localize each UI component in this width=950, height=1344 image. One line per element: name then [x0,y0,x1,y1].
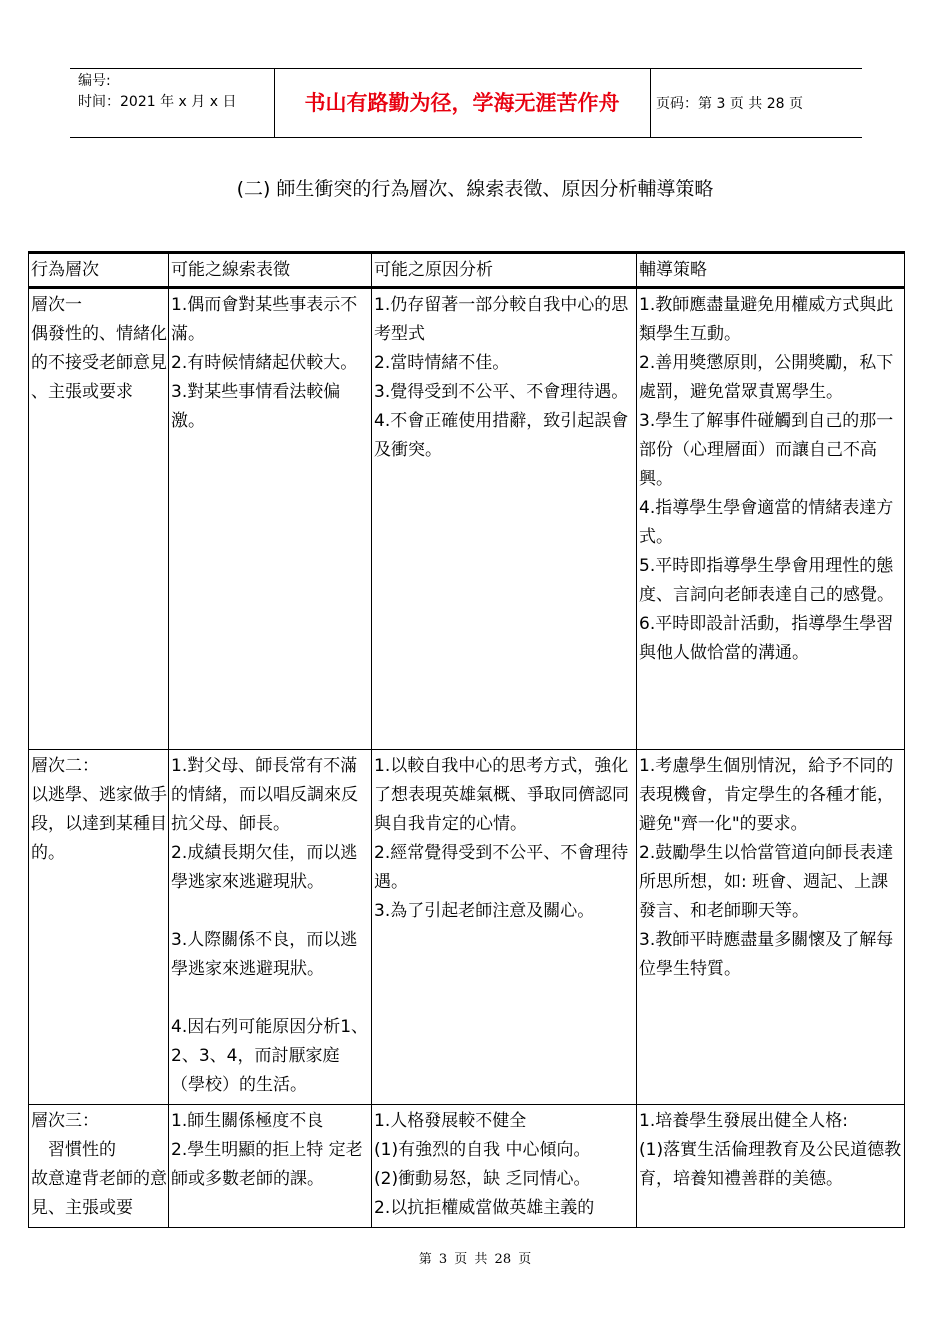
cell-line: 3.為了引起老師注意及關心。 [374,901,595,921]
cell-line: 層次一 [31,295,82,315]
cell-line: 1.仍存留著一部分較自我中心的思考型式 [374,295,629,344]
cell-line: 1.考慮學生個別情況，給予不同的表現機會，肯定學生的各種才能，避免"齊一化"的要求。 [639,756,894,834]
cell-line: (1)落實生活倫理教育及公民道德教育，培養知禮善群的美德。 [639,1140,902,1189]
cell-line: 4.因右列可能原因分析1、2、3、4，而討厭家庭（學校）的生活。 [171,1017,369,1095]
cell-line: 2.學生明顯的拒上特 定老師或多數老師的課。 [171,1140,363,1189]
table-cell-level [29,1105,169,1228]
table-cell-causes [372,288,637,750]
cell-line: 層次二： [31,756,99,776]
cell-line: 1.以較自我中心的思考方式，強化了想表現英雄氣概、爭取同儕認同與自我肯定的心情。 [374,756,629,834]
cell-line: 偶發性的、情緒化的不接受老師意見 [31,324,167,373]
cell-line: 層次三： [31,1111,99,1131]
cell-line: 2.成績長期欠佳，而以逃學逃家來逃避現狀。 [171,843,358,892]
table-cell-level [29,750,169,1105]
header-cell-strategies: 輔導策略 [637,253,905,288]
cell-line: 1.偶而會對某些事表示不滿。 [171,295,358,344]
cell-line: 3.學生了解事件碰觸到自己的那一部份（心理層面）而讓自己不高興。 [639,411,894,489]
table-cell-strategies [637,288,905,750]
table-row [29,1105,905,1228]
cell-line: 4.不會正確使用措辭，致引起誤會及衝突。 [374,411,629,460]
cell-line: 故意違背老師的意見、主張或要 [31,1169,167,1218]
cell-line: 2.當時情緒不佳。 [374,353,510,373]
cell-line: 、主張或要求 [31,382,133,402]
cell-line: (1)有強烈的自我 中心傾向。 [374,1140,591,1160]
strategy-table [28,251,905,1228]
cell-line: 2.鼓勵學生以恰當管道向師長表達所思所想，如: 班會、週記、上課發言、和老師聊天等。 [639,843,894,921]
cell-line: 2.以抗拒權威當做英雄主義的 [374,1198,595,1218]
cell-line: 1.人格發展較不健全 [374,1111,527,1131]
cell-line: 1.師生關係極度不良 [171,1111,324,1131]
table-cell-level [29,288,169,750]
cell-gap [171,897,370,926]
cell-line: 習慣性的 [31,1140,116,1160]
page-footer: 第 3 页 共 28 页 [418,1252,532,1267]
cell-line: 1.培養學生發展出健全人格: [639,1111,848,1131]
header-time-label: 时间：2021 年 x 月 x 日 [78,94,237,110]
header-motto: 书山有路勤为径，学海无涯苦作舟 [304,90,620,115]
cell-line: 2.有時候情緒起伏較大。 [171,353,358,373]
cell-line: 3.人際關係不良，而以逃學逃家來逃避現狀。 [171,930,358,979]
header-cell-level: 行為層次 [29,253,169,288]
table-cell-strategies [637,750,905,1105]
table-cell-causes [372,1105,637,1228]
cell-line: 5.平時即指導學生學會用理性的態度、言詞向老師表達自己的感覺。 [639,556,894,605]
document-title: (二) 師生衝突的行為層次、線索表徵、原因分析輔導策略 [236,178,714,200]
cell-line: 4.指導學生學會適當的情緒表達方式。 [639,498,894,547]
header-cell-causes: 可能之原因分析 [372,253,637,288]
cell-line: 3.覺得受到不公平、不會理待遇。 [374,382,629,402]
header-number-label: 编号: [78,73,111,89]
cell-line: 1.對父母、師長常有不滿的情緒，而以唱反調來反抗父母、師長。 [171,756,358,834]
cell-line: 6.平時即設計活動，指導學生學習與他人做恰當的溝通。 [639,614,894,663]
table-cell-strategies [637,1105,905,1228]
header-cell-clues: 可能之線索表徵 [169,253,372,288]
table-row [29,288,905,750]
cell-line: 2.善用獎懲原則，公開獎勵，私下處罰，避免當眾責罵學生。 [639,353,894,402]
table-row [29,750,905,1105]
cell-gap [171,984,370,1013]
cell-line: 3.教師平時應盡量多關懷及了解每位學生特質。 [639,930,894,979]
table-cell-clues [169,288,372,750]
header-divider [650,69,651,137]
cell-line: 1.教師應盡量避免用權威方式與此類學生互動。 [639,295,894,344]
cell-line: 以逃學、逃家做手段，以達到某種目的。 [31,785,167,863]
header-meta [78,71,274,113]
header-page-label: 页码：第 3 页 共 28 页 [656,96,803,112]
table-header-row [29,253,905,288]
table-cell-causes [372,750,637,1105]
table-cell-clues [169,750,372,1105]
cell-line: (2)衝動易怒，缺 乏同情心。 [374,1169,591,1189]
table-cell-clues [169,1105,372,1228]
page-header [70,68,862,138]
cell-line: 3.對某些事情看法較偏激。 [171,382,341,431]
cell-line: 2.經常覺得受到不公平、不會理待遇。 [374,843,629,892]
